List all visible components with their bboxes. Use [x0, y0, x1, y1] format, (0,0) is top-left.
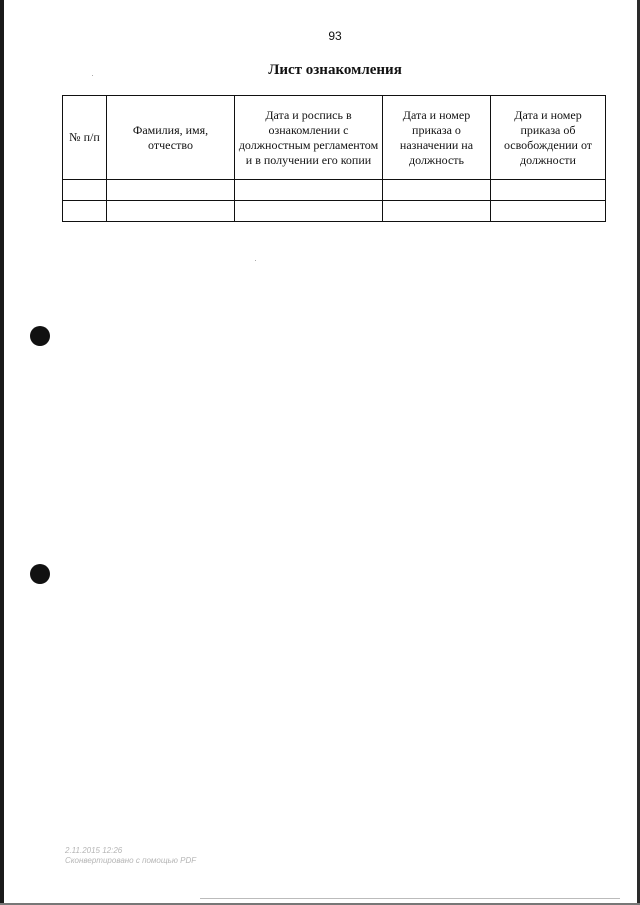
header-number: № п/п — [63, 96, 107, 180]
header-dismissal-order: Дата и номер приказа об освобождении от должности — [491, 96, 606, 180]
footer-stamp — [65, 846, 196, 866]
punch-hole-icon — [30, 564, 50, 584]
table-row — [63, 180, 606, 201]
table-cell — [235, 201, 383, 222]
footer-stamp-line: Сконвертировано с помощью PDF — [65, 856, 197, 865]
table-cell — [491, 201, 606, 222]
footer-stamp-line: 2.11.2015 12:26 — [65, 846, 123, 855]
header-signature-date: Дата и роспись в ознакомлении с должностным регламентом и в получении его копии — [235, 96, 383, 180]
punch-hole-icon — [30, 326, 50, 346]
page-number: 93 — [328, 29, 342, 43]
header-appointment-order: Дата и номер приказа о назначении на должность — [383, 96, 491, 180]
scan-bottom-line — [200, 898, 620, 899]
table-cell — [107, 180, 235, 201]
scan-left-edge — [0, 0, 4, 905]
acknowledgement-table — [62, 95, 606, 222]
header-full-name: Фамилия, имя, отчество — [107, 96, 235, 180]
table-cell — [63, 201, 107, 222]
table-cell — [383, 180, 491, 201]
document-title: Лист ознакомления — [268, 62, 402, 78]
table-header-row — [63, 96, 606, 180]
table-cell — [235, 180, 383, 201]
table-row — [63, 201, 606, 222]
table-cell — [63, 180, 107, 201]
scan-speck — [92, 75, 93, 76]
table-cell — [107, 201, 235, 222]
scan-speck — [255, 260, 256, 261]
table-cell — [383, 201, 491, 222]
table-cell — [491, 180, 606, 201]
